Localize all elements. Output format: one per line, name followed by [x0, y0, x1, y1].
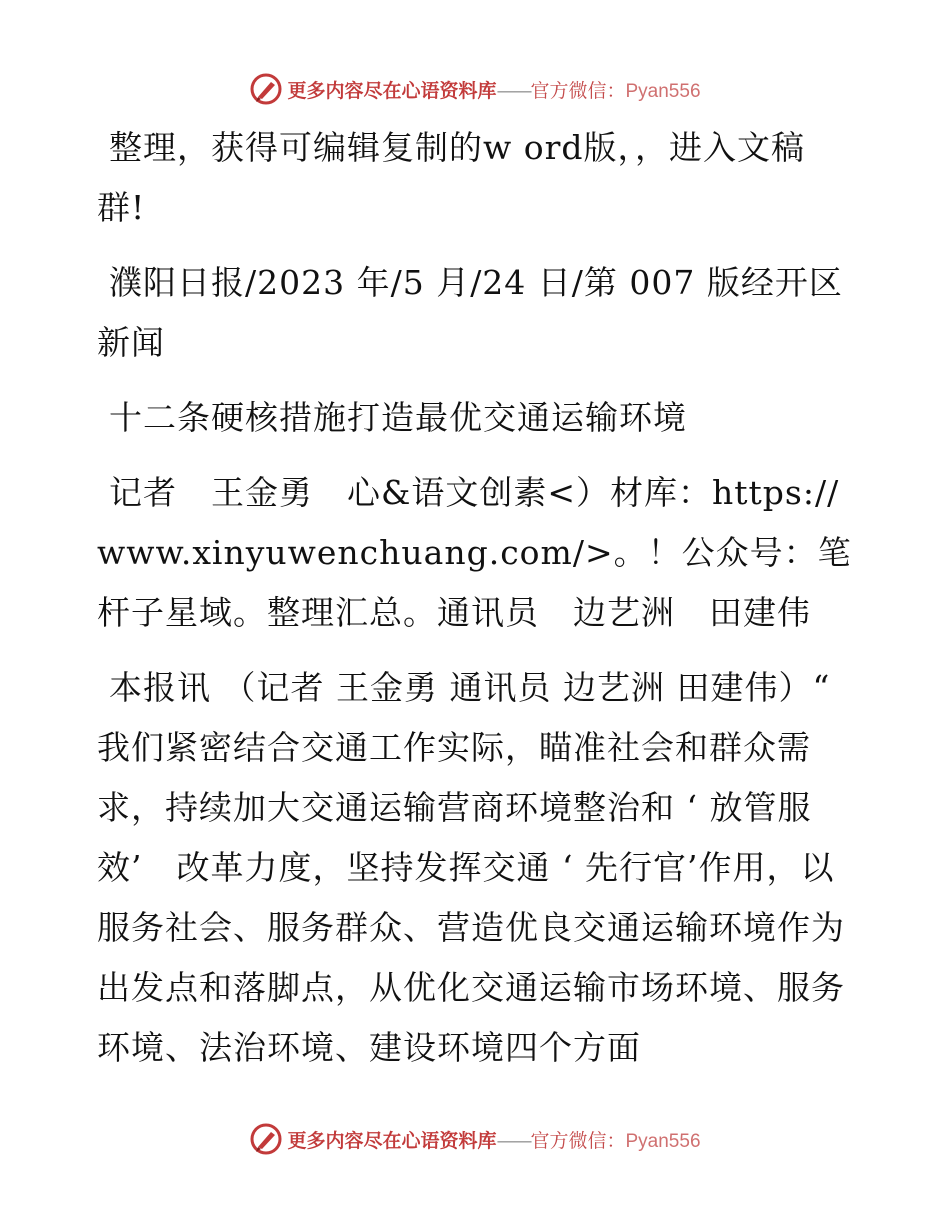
document-body [97, 118, 852, 1093]
watermark-text: 更多内容尽在心语资料库——官方微信：Pyan556 [287, 1129, 701, 1152]
intro-paragraph: 整理，获得可编辑复制的w ord版，，进入文稿群! [97, 128, 806, 227]
article-body: 本报讯 （记者 王金勇 通讯员 边艺洲 田建伟）“ 我们紧密结合交通工作实际，瞄准社会和群众需求，持续加大交通运输营商环境整治和 ‘ 放管服效’ 改革力度，坚持发挥交通 ‘ 先行官’作用，以服务社会、服务群众、营造优良交通运输环境作为出发点和落脚点，从优化交通运输市场环境、服务环境、法治环境、建设环境四个方面 [97, 668, 845, 1067]
byline: 记者 王金勇 心&语文创素<）材库：https://www.xinyuwenchuang.com/>。！公众号：笔杆子星域。整理汇总。通讯员 边艺洲 田建伟 [97, 473, 852, 632]
source-line: 濮阳日报/2023 年/5 月/24 日/第 007 版经开区新闻 [97, 263, 843, 362]
footer-watermark [0, 1122, 950, 1156]
header-watermark [0, 72, 950, 106]
article-title: 十二条硬核措施打造最优交通运输环境 [109, 398, 687, 437]
watermark-text: 更多内容尽在心语资料库——官方微信：Pyan556 [287, 79, 701, 102]
pen-logo-icon [249, 72, 283, 106]
pen-logo-icon [249, 1122, 283, 1156]
